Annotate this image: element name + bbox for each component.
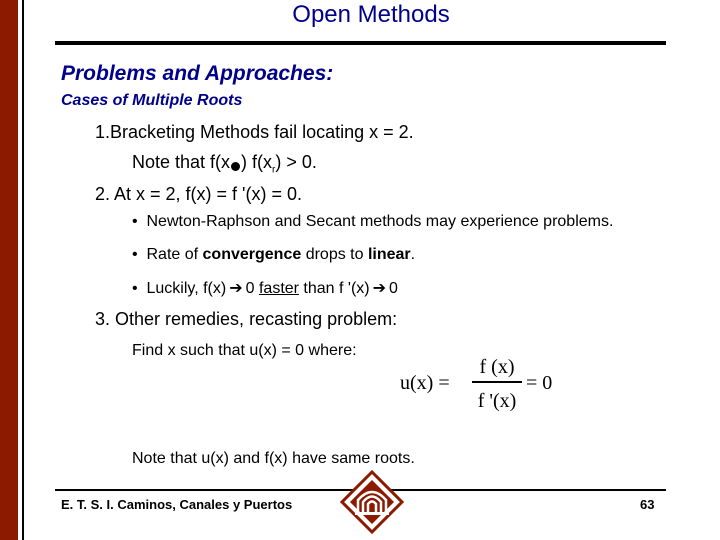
item2-text: 2. At x = 2, f(x) = f '(x) = 0. <box>95 184 303 204</box>
formula-rhs: = 0 <box>526 372 553 394</box>
bullet3-mid1: 0 <box>245 280 259 297</box>
formula-denominator: f '(x) <box>477 390 517 412</box>
bullet3-pre: Luckily, f(x) <box>146 280 227 297</box>
item3-text: 3. Other remedies, recasting problem: <box>95 309 398 329</box>
bullet2-pre: Rate of <box>146 246 203 263</box>
bullet2-mid: drops to <box>301 246 368 263</box>
page-number: 63 <box>640 497 655 512</box>
formula-lhs: u(x) = <box>400 372 450 394</box>
lower-bound-dot <box>231 162 240 171</box>
item1-line2-sub: r <box>272 164 276 176</box>
item1-line2 <box>132 152 317 176</box>
bullet3 <box>132 278 398 298</box>
arrow-right-icon: ➔ <box>229 280 243 297</box>
footer-institution: E. T. S. I. Caminos, Canales y Puertos <box>61 497 293 512</box>
section-heading: Problems and Approaches: <box>61 62 334 85</box>
item1-line2-post: ) > 0. <box>275 152 317 172</box>
bullet2-post: . <box>410 246 416 263</box>
bullet1-symbol: • <box>132 213 138 230</box>
note-text: Note that u(x) and f(x) have same roots. <box>132 450 415 467</box>
item1-line1: 1.Bracketing Methods fail locating x = 2. <box>95 122 414 142</box>
bullet3-underlined: faster <box>258 280 299 297</box>
bullet2-bold-linear: linear <box>367 246 411 263</box>
institution-logo <box>338 468 406 540</box>
section-subheading: Cases of Multiple Roots <box>61 92 243 109</box>
bullet1-text: Newton-Raphson and Secant methods may experience problems. <box>146 213 614 230</box>
arrow-right-icon-2: ➔ <box>372 280 387 297</box>
top-divider <box>55 41 666 45</box>
item1-line2-pre: Note that f(x <box>132 152 231 172</box>
bullet2-symbol: • <box>132 246 138 263</box>
bullet1 <box>132 213 613 231</box>
bullet3-mid2: than f '(x) <box>298 280 370 297</box>
left-border-fill <box>0 0 18 540</box>
fraction-bar <box>472 381 522 383</box>
item1-line2-mid: ) f(x <box>241 152 273 172</box>
bullet2-bold-convergence: convergence <box>202 246 302 263</box>
bullet3-symbol: • <box>132 280 138 297</box>
find-text: Find x such that u(x) = 0 where: <box>132 342 357 359</box>
slide-title: Open Methods <box>292 1 450 28</box>
left-border-bar <box>0 0 24 540</box>
bullet3-post: 0 <box>389 280 398 297</box>
formula-numerator: f (x) <box>479 356 515 378</box>
bullet2 <box>132 246 415 264</box>
